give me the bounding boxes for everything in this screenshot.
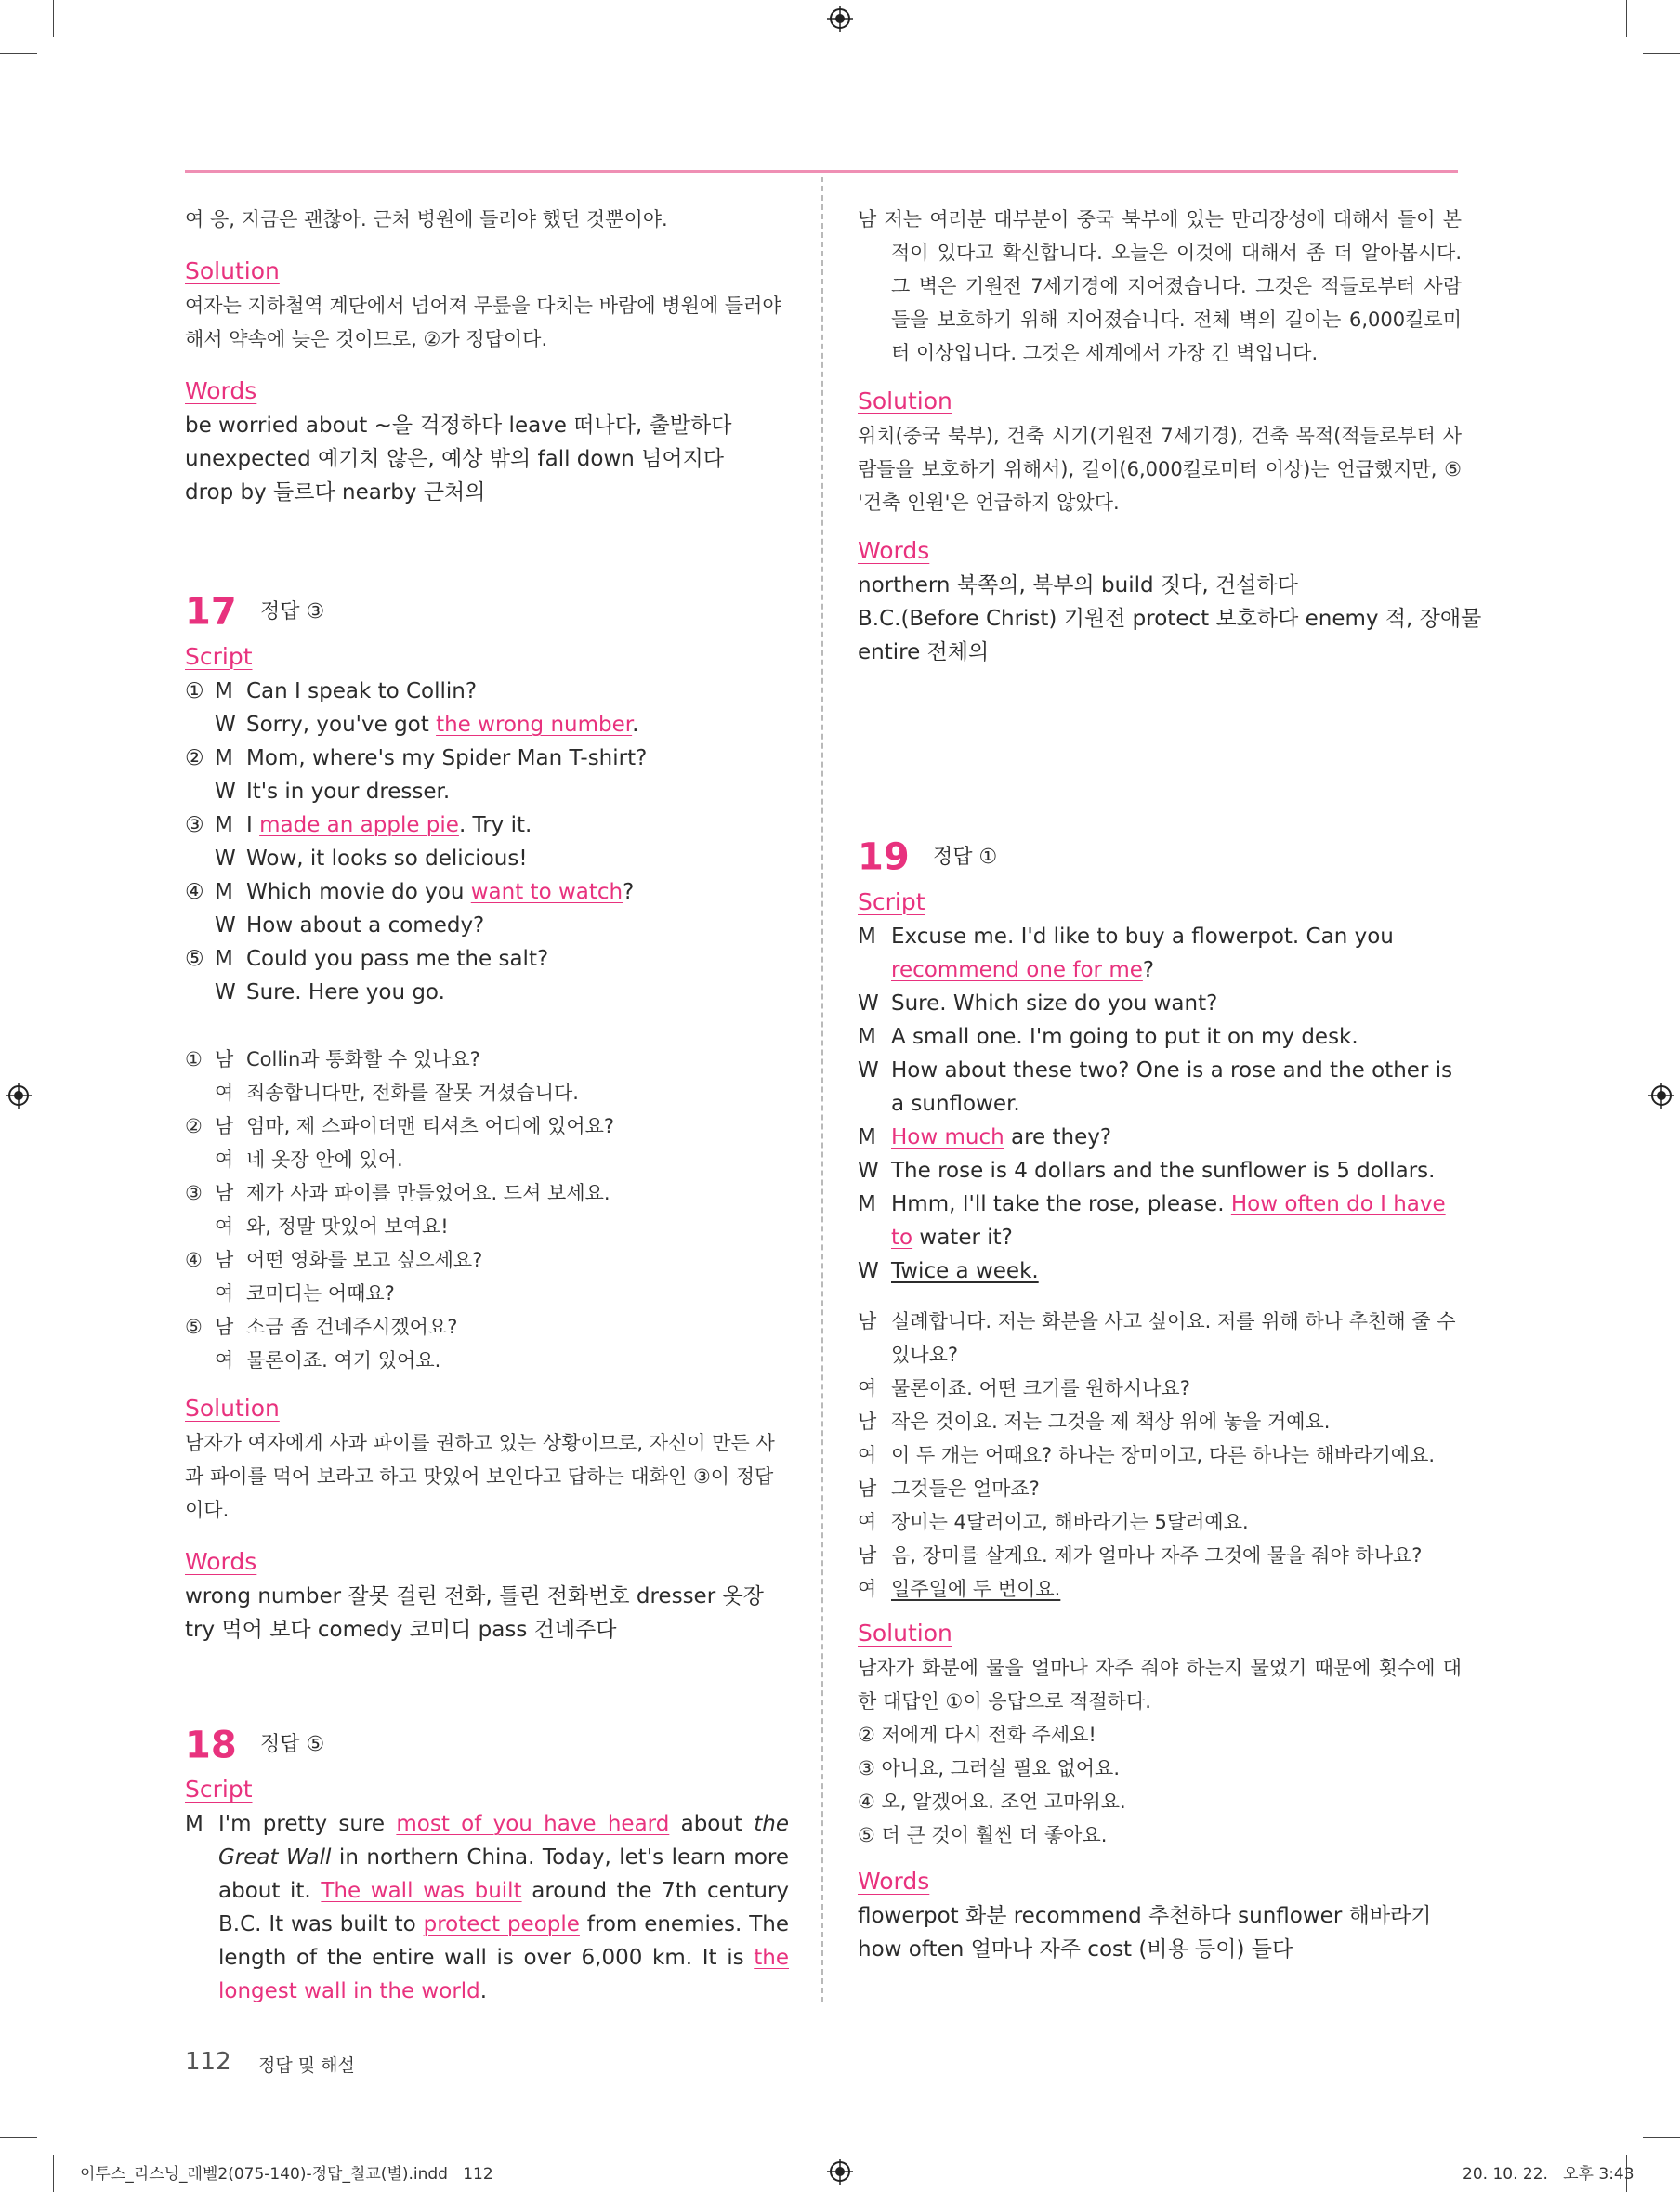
left-column — [185, 203, 789, 2008]
registration-mark-icon — [1648, 1083, 1674, 1109]
script-line: W The rose is 4 dollars and the sunflower is 5 dollars. — [858, 1158, 1436, 1183]
words-line: drop by 들르다 nearby 근처의 — [185, 480, 486, 505]
korean-line: 여 응, 지금은 괜찮아. 근처 병원에 들러야 했던 것뿐이야. — [185, 208, 668, 230]
translation-line: 여 네 옷장 안에 있어. — [215, 1148, 403, 1171]
translation-line: 여 일주일에 두 번이요. — [858, 1577, 1061, 1600]
question-header — [858, 835, 1462, 879]
question-number: 18 — [185, 1724, 237, 1766]
script-paragraph: M I'm pretty sure most of you have heard about the Great Wall in northern China. Today, let's learn more about it. The wall was built around the 7th century B.C. It was built to protect people from enemies. The length of the entire wall is over 6,000 km. It is the longest wall in the world. — [185, 1812, 790, 2003]
script-line: M How much are they? — [858, 1124, 1112, 1149]
question-number: 19 — [858, 835, 910, 879]
crop-mark-tl-v — [53, 0, 54, 37]
registration-mark-icon — [827, 6, 853, 32]
words-line: northern 북쪽의, 북부의 build 짓다, 건설하다 — [858, 573, 1298, 597]
key-phrase: How much — [891, 1124, 1004, 1149]
script-line: ④ M Which movie do you want to watch? — [185, 879, 635, 904]
question-header — [185, 590, 789, 634]
key-phrase: the wrong number — [436, 712, 633, 737]
crop-mark-bl-v — [53, 2155, 54, 2192]
key-phrase: most of you have heard — [396, 1812, 670, 1836]
option-line: ④ 오, 알겠어요. 조언 고마워요. — [858, 1790, 1126, 1813]
translation-line: 여 죄송합니다만, 전화를 잘못 거셨습니다. — [215, 1081, 579, 1104]
translation-line: 여 물론이죠. 어떤 크기를 원하시나요? — [858, 1376, 1190, 1399]
script-line: W Wow, it looks so delicious! — [215, 846, 528, 871]
section-heading-words: Words — [185, 377, 257, 404]
words-line: how often 얼마나 자주 cost (비용 등이) 들다 — [858, 1936, 1293, 1962]
translation-line: ① 남 Collin과 통화할 수 있나요? — [185, 1047, 480, 1070]
section-heading-solution: Solution — [185, 1394, 280, 1422]
translation-line: 남 작은 것이요. 저는 그것을 제 책상 위에 놓을 거예요. — [858, 1410, 1331, 1433]
key-phrase: How often do I have to — [891, 1191, 1446, 1250]
solution-text: 남자가 화분에 물을 얼마나 자주 줘야 하는지 물었기 때문에 횟수에 대한 대답인 ①이 응답으로 적절하다. — [858, 1656, 1462, 1713]
words-line: wrong number 잘못 걸린 전화, 틀린 전화번호 dresser 옷장 — [185, 1583, 764, 1608]
answer-label: 정답 ① — [932, 845, 998, 869]
answer-label: 정답 ⑤ — [259, 1733, 325, 1756]
key-phrase: recommend one for me — [891, 957, 1143, 982]
translation-line: ② 남 엄마, 제 스파이더맨 티셔츠 어디에 있어요? — [185, 1114, 615, 1137]
script-line: W Sure. Which size do you want? — [858, 991, 1218, 1016]
question-number: 17 — [185, 590, 237, 634]
question-header — [185, 1724, 789, 1766]
translation-line: 남 실례합니다. 저는 화분을 사고 싶어요. 저를 위해 하나 추천해 줄 수 있나요? — [858, 1309, 1456, 1366]
solution-text: 위치(중국 북부), 건축 시기(기원전 7세기경), 건축 목적(적들로부터 사람들을 보호하기 위해서), 길이(6,000킬로미터 이상)는 언급했지만, ⑤ '건축 인원'은 언급하지 않았다. — [858, 425, 1462, 514]
translation-line: 여 코미디는 어때요? — [215, 1281, 395, 1305]
script-line: M A small one. I'm going to put it on my desk. — [858, 1024, 1358, 1049]
script-line: ② M Mom, where's my Spider Man T-shirt? — [185, 745, 648, 770]
key-phrase: the longest wall in the world — [218, 1946, 789, 2003]
section-heading-script: Script — [185, 642, 253, 670]
section-heading-script: Script — [185, 1776, 253, 1803]
key-phrase: protect people — [423, 1912, 580, 1936]
answer-label: 정답 ③ — [259, 599, 325, 623]
key-phrase: The wall was built — [321, 1879, 522, 1903]
section-heading-solution: Solution — [185, 257, 280, 284]
translation-line: 여 와, 정말 맛있어 보여요! — [215, 1214, 449, 1238]
crop-mark-tr-v — [1626, 0, 1627, 37]
script-line: ③ M I made an apple pie. Try it. — [185, 812, 532, 837]
script-line: W It's in your dresser. — [215, 779, 451, 804]
crop-mark-bl-h — [0, 2137, 37, 2138]
script-line: W Sure. Here you go. — [215, 979, 445, 1004]
key-phrase: made an apple pie — [259, 812, 459, 837]
script-line: ⑤ M Could you pass me the salt? — [185, 946, 549, 971]
translation-line: ⑤ 남 소금 좀 건네주시겠어요? — [185, 1315, 458, 1338]
script-line: M Excuse me. I'd like to buy a flowerpot. Can you recommend one for me? — [858, 924, 1394, 982]
translation-line: 여 이 두 개는 어때요? 하나는 장미이고, 다른 하나는 해바라기예요. — [858, 1443, 1436, 1466]
script-line: W How about a comedy? — [215, 912, 485, 938]
column-divider — [821, 177, 823, 2002]
print-footer-time: 20. 10. 22. 오후 3:43 — [1463, 2165, 1634, 2184]
script-line: W Twice a week. — [858, 1258, 1039, 1283]
registration-mark-icon — [827, 2159, 853, 2185]
script-line: W Sorry, you've got the wrong number. — [215, 712, 639, 737]
page-label: 정답 및 해설 — [258, 2055, 355, 2076]
words-line: be worried about ~을 걱정하다 leave 떠나다, 출발하다 — [185, 413, 732, 438]
registration-mark-icon — [6, 1083, 32, 1109]
crop-mark-tr-h — [1643, 53, 1680, 54]
section-heading-solution: Solution — [858, 387, 952, 414]
page-number: 112 — [185, 2048, 231, 2076]
crop-mark-tl-h — [0, 53, 37, 54]
section-heading-words: Words — [858, 1867, 930, 1895]
crop-mark-br-h — [1643, 2137, 1680, 2138]
script-line: W How about these two? One is a rose and the other is a sunflower. — [858, 1057, 1453, 1116]
translation-line: 여 물론이죠. 여기 있어요. — [215, 1348, 441, 1372]
option-line: ② 저에게 다시 전화 주세요! — [858, 1723, 1096, 1746]
option-line: ③ 아니요, 그러실 필요 없어요. — [858, 1756, 1121, 1779]
section-heading-words: Words — [858, 537, 930, 564]
words-line: try 먹어 보다 comedy 코미디 pass 건네주다 — [185, 1617, 617, 1642]
section-heading-solution: Solution — [858, 1619, 952, 1647]
key-phrase: want to watch — [470, 879, 623, 904]
section-heading-words: Words — [185, 1547, 257, 1575]
right-column — [858, 203, 1482, 1966]
translation-line: 여 장미는 4달러이고, 해바라기는 5달러예요. — [858, 1510, 1249, 1533]
header-rule — [185, 170, 1458, 173]
print-footer-file: 이투스_리스닝_레벨2(075-140)-정답_칠교(별).indd 112 — [80, 2165, 493, 2184]
translation-line: 남 그것들은 얼마죠? — [858, 1477, 1040, 1500]
section-heading-script: Script — [858, 887, 925, 915]
words-line: unexpected 예기치 않은, 예상 밖의 fall down 넘어지다 — [185, 447, 725, 471]
translation-line: ④ 남 어떤 영화를 보고 싶으세요? — [185, 1248, 483, 1271]
translation-line: 남 음, 장미를 살게요. 제가 얼마나 자주 그것에 물을 줘야 하나요? — [858, 1543, 1423, 1567]
option-line: ⑤ 더 큰 것이 훨씬 더 좋아요. — [858, 1823, 1108, 1846]
translation-line: ③ 남 제가 사과 파이를 만들었어요. 드셔 보세요. — [185, 1181, 610, 1204]
words-line: B.C.(Before Christ) 기원전 protect 보호하다 enemy 적, 장애물 — [858, 607, 1482, 631]
words-line: flowerpot 화분 recommend 추천하다 sunflower 해바라기 — [858, 1903, 1432, 1928]
script-line: M Hmm, I'll take the rose, please. How often do I have to water it? — [858, 1191, 1446, 1250]
translation-paragraph: 남 저는 여러분 대부분이 중국 북부에 있는 만리장성에 대해서 들어 본 적이 있다고 확신합니다. 오늘은 이것에 대해서 좀 더 알아봅시다. 그 벽은 기원전 7세기경에 지어졌습니다. 그것은 적들로부터 사람들을 보호하기 위해 지어졌습니다. 전체 벽의 길이는 6,000킬로미터 이상입니다. 그것은 세계에서 가장 긴 벽입니다. — [858, 208, 1462, 364]
solution-text: 남자가 여자에게 사과 파이를 권하고 있는 상황이므로, 자신이 만든 사과 파이를 먹어 보라고 하고 맛있어 보인다고 답하는 대화인 ③이 정답이다. — [185, 1431, 775, 1521]
script-line: ① M Can I speak to Collin? — [185, 678, 478, 703]
words-line: entire 전체의 — [858, 640, 990, 664]
solution-text: 여자는 지하철역 계단에서 넘어져 무릎을 다치는 바람에 병원에 들러야 해서 약속에 늦은 것이므로, ②가 정답이다. — [185, 295, 781, 350]
